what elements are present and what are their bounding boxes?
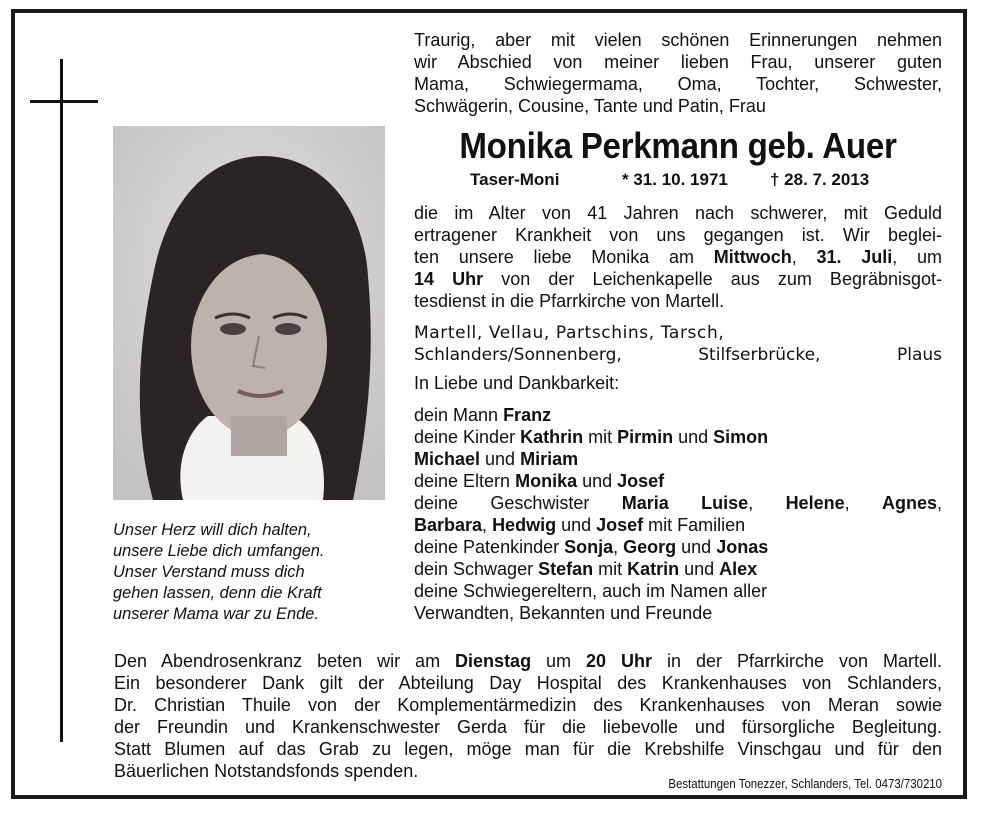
text-fragment: von der Leichenkapelle aus zum Begräbnisgot- — [483, 269, 943, 289]
poem-line: unsere Liebe dich umfangen. — [113, 542, 325, 560]
text-fragment: und — [556, 515, 597, 535]
text-fragment: deine Kinder — [414, 427, 521, 447]
intro-line: Traurig, aber mit vielen schönen Erinnerungen nehmen — [414, 30, 942, 50]
family-name: Katrin — [627, 559, 680, 579]
dates-line — [470, 170, 869, 190]
family-name: Agnes — [881, 493, 937, 513]
intro-text — [414, 29, 942, 117]
text-fragment: deine Geschwister — [414, 493, 622, 513]
family-name: Monika — [515, 471, 578, 491]
poem-line: Unser Herz will dich halten, — [113, 521, 312, 539]
poem-line: gehen lassen, denn die Kraft — [113, 584, 322, 602]
intro-line: Mama, Schwiegermama, Oma, Tochter, Schwester, — [414, 74, 942, 94]
text-fragment: mit — [593, 559, 628, 579]
text-fragment: ten unsere liebe Monika am — [414, 247, 714, 267]
death-date: † 28. 7. 2013 — [770, 170, 870, 189]
text-fragment: deine Eltern — [414, 471, 516, 491]
family-name: Helene — [785, 493, 845, 513]
family-list — [414, 404, 942, 624]
poem-line: unserer Mama war zu Ende. — [113, 605, 319, 623]
thanks-label: In Liebe und Dankbarkeit: — [414, 373, 620, 393]
text-fragment: in der Pfarrkirche von Martell. — [652, 651, 942, 671]
family-name: Kathrin — [520, 427, 584, 447]
family-line: deine Schwiegereltern, auch im Namen aller — [414, 581, 768, 601]
funeral-day: Mittwoch — [713, 247, 792, 267]
family-line — [414, 558, 942, 580]
cross-icon — [60, 59, 63, 742]
text-fragment: Den Abendrosenkranz beten wir am — [114, 651, 456, 671]
family-line — [414, 492, 942, 514]
text-fragment: dein Schwager — [414, 559, 539, 579]
places-line: Schlanders/Sonnenberg, Stilfserbrücke, Plaus — [414, 345, 942, 365]
family-line — [414, 426, 942, 448]
family-name: Simon — [713, 427, 769, 447]
family-line — [414, 404, 942, 426]
text-line: tesdienst in die Pfarrkirche von Martell. — [414, 291, 725, 311]
text-fragment: mit — [583, 427, 618, 447]
family-line — [414, 514, 942, 536]
text-fragment: , — [482, 515, 493, 535]
family-line — [414, 448, 942, 470]
nickname: Taser-Moni — [470, 170, 560, 189]
text-fragment: , — [613, 537, 624, 557]
funeral-date: 31. Juli — [816, 247, 893, 267]
intro-line: wir Abschied von meiner lieben Frau, unserer guten — [414, 52, 942, 72]
closing-line: Ein besonderer Dank gilt der Abteilung Day Hospital des Krankenhauses von Schlanders, — [114, 673, 942, 693]
family-name: Michael — [414, 449, 481, 469]
rosary-time: 20 Uhr — [586, 651, 653, 671]
rosary-day: Dienstag — [455, 651, 532, 671]
family-name: Pirmin — [617, 427, 674, 447]
closing-line: Bäuerlichen Notstandsfonds spenden. — [114, 761, 419, 781]
text-fragment: und — [676, 537, 717, 557]
text-fragment: , — [748, 493, 786, 513]
announcement-text — [414, 202, 942, 312]
places-line: Martell, Vellau, Partschins, Tarsch, — [414, 323, 725, 343]
family-name: Georg — [623, 537, 677, 557]
closing-line: Statt Blumen auf das Grab zu legen, möge man für die Krebshilfe Vinschgau und für den — [114, 739, 942, 759]
family-name: Hedwig — [492, 515, 557, 535]
family-name: Josef — [617, 471, 665, 491]
text-fragment: mit Familien — [643, 515, 746, 535]
text-fragment: , — [844, 493, 882, 513]
family-name: Miriam — [520, 449, 579, 469]
family-line — [414, 536, 942, 558]
closing-text — [114, 650, 942, 782]
text-fragment: und — [679, 559, 720, 579]
text-fragment: deine Patenkinder — [414, 537, 565, 557]
portrait-photo — [113, 126, 385, 500]
undertaker-credit: Bestattungen Tonezzer, Schlanders, Tel. 0473/730210 — [668, 776, 942, 791]
text-fragment: und — [480, 449, 521, 469]
text-line — [414, 268, 942, 290]
text-line — [414, 246, 942, 268]
family-name: Maria Luise — [621, 493, 749, 513]
family-name: Jonas — [716, 537, 769, 557]
closing-line — [114, 650, 942, 672]
deceased-name: Monika Perkmann geb. Auer — [459, 125, 897, 166]
family-line — [414, 470, 942, 492]
family-name: Franz — [503, 405, 552, 425]
text-line: ertragener Krankheit von uns gegangen ist. Wir beglei- — [414, 225, 942, 245]
family-name: Stefan — [538, 559, 594, 579]
text-line: die im Alter von 41 Jahren nach schwerer, mit Geduld — [414, 203, 942, 223]
text-fragment: dein Mann — [414, 405, 504, 425]
text-fragment: und — [673, 427, 714, 447]
family-name: Alex — [719, 559, 758, 579]
funeral-time: 14 Uhr — [414, 269, 484, 289]
text-fragment: , — [936, 493, 942, 513]
text-fragment: , um — [892, 247, 942, 267]
birth-date: * 31. 10. 1971 — [622, 170, 728, 189]
poem-line: Unser Verstand muss dich — [113, 563, 305, 581]
closing-line: Dr. Christian Thuile von der Komplementärmedizin des Krankenhauses von Meran sowie — [114, 695, 942, 715]
text-fragment: und — [577, 471, 618, 491]
places — [414, 322, 942, 366]
closing-line: der Freundin und Krankenschwester Gerda für die liebevolle und fürsorgliche Begleitung. — [114, 717, 942, 737]
intro-line: Schwägerin, Cousine, Tante und Patin, Frau — [414, 96, 766, 116]
family-name: Josef — [596, 515, 644, 535]
cross-icon-bar — [30, 100, 98, 103]
family-line: Verwandten, Bekannten und Freunde — [414, 603, 713, 623]
text-fragment: um — [531, 651, 587, 671]
text-fragment: , — [791, 247, 817, 267]
family-name: Barbara — [414, 515, 483, 535]
poem — [113, 520, 385, 625]
family-name: Sonja — [564, 537, 614, 557]
